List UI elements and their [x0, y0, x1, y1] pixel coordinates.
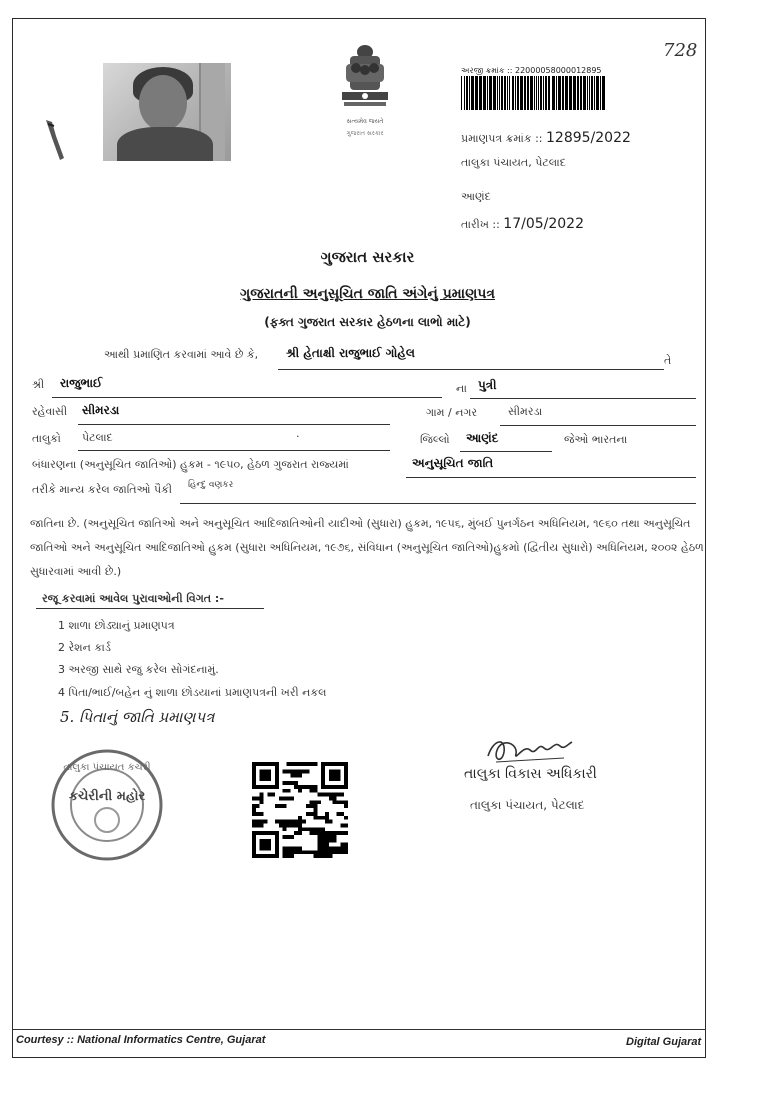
- resident-value: સીમરડા: [82, 403, 120, 417]
- footer-courtesy: Courtesy :: National Informatics Centre, Gujarat: [16, 1034, 266, 1046]
- date-label: તારીખ ::: [461, 218, 504, 231]
- stray-dot: ·: [296, 430, 300, 443]
- category-value: અનુસૂચિત જાતિ: [412, 456, 494, 470]
- pen-mark-icon: [42, 118, 72, 164]
- office-seal-icon: [48, 746, 166, 864]
- signature-scrawl: [484, 734, 576, 768]
- handwritten-number: 728: [663, 40, 698, 61]
- govt-title: ગુજરાત સરકાર: [320, 248, 415, 266]
- evidence-item: 1 શાળા છોડ્યાનું પ્રમાણપત્ર: [58, 619, 175, 632]
- applicant-photo: [103, 63, 231, 161]
- certificate-number-label: પ્રમાણપત્ર ક્રમાંક ::: [461, 132, 546, 145]
- certificate-number: 12895/2022: [546, 130, 631, 146]
- legal-paragraph: જાતિના છે. (અનુસૂચિત જાતિઓ અને અનુસૂચિત આદિજાતિઓની યાદીઓ (સુધારા) હુકમ, ૧૯૫૬, મુંબઈ પુનર્ગઠન અધિનિયમ, ૧૯૬૦ તથા અનુસૂચિત જાતિઓ અને અનુસૂચિત આદિજાતિઓ હુકમ (સુધારા અધિનિયમ, ૧૯૭૬, સંવિધાન (અનુસૂચિત જાતિઓ)હુકમો (દ્વિતીય સુધારો) અધિનિયમ, ૨૦૦૨ હેઠળ સુધારવામાં આવી છે.): [30, 517, 704, 578]
- seal-ring-text: તાલુકા પંચાયત કચેરી: [63, 762, 151, 773]
- caste-value: હિન્દુ વણકર: [188, 480, 234, 490]
- shri-label: શ્રી: [32, 378, 45, 391]
- resident-label: રહેવાસી: [32, 405, 68, 418]
- india-text: જેઓ ભારતના: [564, 433, 628, 446]
- qr-code: [252, 762, 348, 858]
- emblem-caption: સત્યમેવ જયતે: [346, 118, 384, 125]
- barcode: [461, 76, 605, 110]
- issuing-district: આણંદ: [461, 190, 491, 203]
- order-text: બંધારણના (અનુસૂચિત જાતિઓ) હુકમ - ૧૯૫૦, હેઠળ ગુજરાત રાજ્યમાં: [32, 458, 349, 471]
- village-label: ગામ / નગર: [426, 406, 478, 419]
- applicant-name: શ્રી હેતાક્ષી રાજુભાઈ ગોહેલ: [286, 346, 415, 360]
- national-emblem-icon: [330, 42, 400, 124]
- taluka-value: પેટલાદ: [82, 431, 113, 444]
- signatory-designation: તાલુકા વિકાસ અધિકારી: [464, 766, 597, 782]
- certificate-note: (ફક્ત ગુજરાત સરકાર હેઠળના લાભો માટે): [264, 315, 471, 329]
- district-value: આણંદ: [466, 431, 499, 445]
- evidence-item: 4 પિતા/ભાઈ/બહેન નું શાળા છોડયાનાં પ્રમાણપત્રની ખરી નકલ: [58, 686, 327, 699]
- evidence-heading: રજૂ કરવામાં આવેલ પુરાવાઓની વિગત :-: [42, 592, 224, 605]
- emblem-caption-2: ગુજરાત સરકાર: [346, 130, 384, 137]
- certificate-number-row: [461, 130, 631, 146]
- recognized-label: તરીકે માન્ય કરેલ જાતિઓ પૈકી: [32, 483, 173, 496]
- application-number: અરજી ક્રમાંક :: 22000058000012895: [461, 66, 602, 75]
- issuing-office: તાલુકા પંચાયત, પેટલાદ: [461, 156, 566, 169]
- village-value: સીમરડા: [508, 405, 543, 418]
- date-row: [461, 216, 584, 232]
- district-label: જિલ્લો: [420, 433, 450, 446]
- na-text: ના: [456, 382, 467, 395]
- handwritten-evidence: 5. પિતાનું જાતિ પ્રમાણપત્ર: [60, 708, 215, 726]
- seal-text: કચેરીની મહોર: [68, 789, 146, 804]
- evidence-item: 2 રેશન કાર્ડ: [58, 641, 111, 654]
- evidence-item: 3 અરજી સાથે રજુ કરેલ સોગંદનામું.: [58, 663, 219, 676]
- taluka-label: તાલુકો: [32, 432, 61, 445]
- certificate-title: ગુજરાતની અનુસૂચિત જાતિ અંગેનું પ્રમાણપત્ર: [239, 286, 495, 302]
- te-text: તે: [664, 354, 672, 367]
- relation: પુત્રી: [478, 378, 497, 392]
- intro-text: આથી પ્રમાણિત કરવામાં આવે છે કે,: [104, 348, 259, 361]
- issue-date: 17/05/2022: [503, 216, 584, 232]
- footer-brand: Digital Gujarat: [626, 1036, 702, 1048]
- father-name: રાજુભાઈ: [60, 376, 103, 390]
- signatory-office: તાલુકા પંચાયત, પેટલાદ: [470, 798, 585, 812]
